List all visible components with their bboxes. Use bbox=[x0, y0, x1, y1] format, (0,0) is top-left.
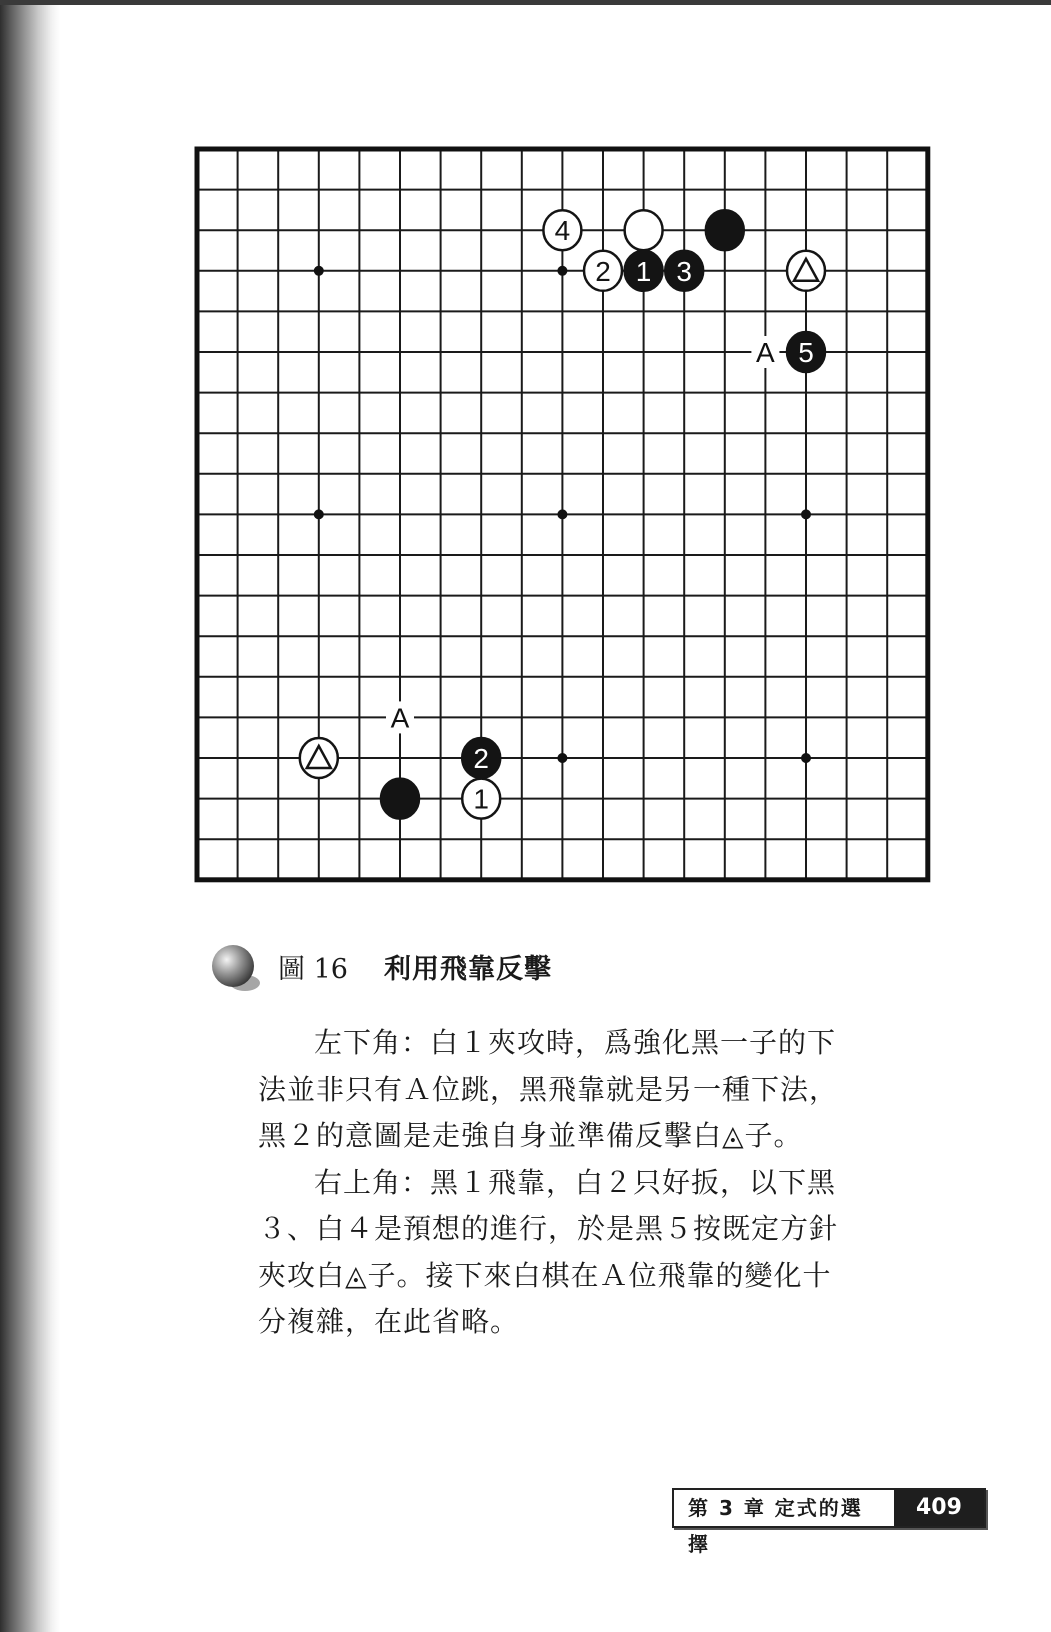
page-number: 409 bbox=[894, 1490, 984, 1526]
paragraph-line: ３、白４是預想的進行，於是黑５按既定方針 bbox=[258, 1212, 839, 1245]
commentary-text bbox=[258, 1020, 908, 1346]
paragraph-line: 右上角：黑１飛靠，白２只好扳，以下黑 bbox=[314, 1165, 837, 1199]
figure-number: 圖 16 bbox=[278, 953, 348, 985]
top-edge-bar bbox=[0, 0, 1051, 5]
white-stone bbox=[787, 251, 825, 291]
page-footer bbox=[672, 1488, 986, 1556]
go-board-svg bbox=[190, 142, 935, 887]
book-binding-shadow bbox=[0, 5, 60, 1632]
star-point bbox=[557, 266, 567, 276]
star-point bbox=[801, 753, 811, 763]
white-stone bbox=[543, 210, 581, 250]
move-number: 5 bbox=[798, 337, 814, 368]
svg-text:A: A bbox=[390, 702, 410, 734]
figure-title: 利用飛靠反擊 bbox=[383, 953, 552, 985]
move-number: 2 bbox=[595, 255, 611, 287]
paragraph-line: 法並非只有Ａ位跳，黑飛靠就是另一種下法， bbox=[258, 1072, 839, 1106]
paragraph-line: 夾攻白◬子。接下來白棋在Ａ位飛靠的變化十 bbox=[258, 1258, 832, 1292]
paragraph-line: 分複雜，在此省略。 bbox=[258, 1305, 520, 1338]
star-point bbox=[801, 509, 811, 519]
paragraph-line: 左下角：白１夾攻時，爲強化黑一子的下 bbox=[314, 1026, 837, 1059]
black-stone bbox=[665, 251, 703, 291]
star-point bbox=[557, 753, 567, 763]
point-marker-A bbox=[751, 336, 779, 368]
move-number: 2 bbox=[473, 743, 489, 774]
black-stone bbox=[706, 210, 744, 250]
white-stone bbox=[462, 779, 500, 819]
chapter-label: 第 3 章 定式的選擇 bbox=[674, 1490, 894, 1526]
black-stone bbox=[462, 738, 500, 778]
star-point bbox=[314, 509, 324, 519]
move-number: 1 bbox=[473, 783, 489, 815]
sphere-bullet-icon bbox=[212, 945, 254, 987]
paragraph-line: 黑２的意圖是走強自身並準備反擊白◬子。 bbox=[258, 1119, 803, 1152]
move-number: 4 bbox=[554, 215, 571, 247]
star-point bbox=[314, 266, 324, 276]
star-point bbox=[557, 509, 567, 519]
black-stone bbox=[625, 251, 663, 291]
white-stone bbox=[625, 210, 663, 250]
move-number: 3 bbox=[676, 255, 692, 287]
white-stone bbox=[584, 251, 622, 291]
white-stone bbox=[300, 738, 338, 778]
move-number: 1 bbox=[635, 255, 652, 287]
black-stone bbox=[381, 779, 419, 819]
go-board-diagram bbox=[190, 142, 935, 887]
svg-text:A: A bbox=[756, 337, 775, 368]
black-stone bbox=[787, 332, 825, 372]
figure-caption bbox=[212, 943, 552, 989]
point-marker-A bbox=[386, 701, 414, 733]
